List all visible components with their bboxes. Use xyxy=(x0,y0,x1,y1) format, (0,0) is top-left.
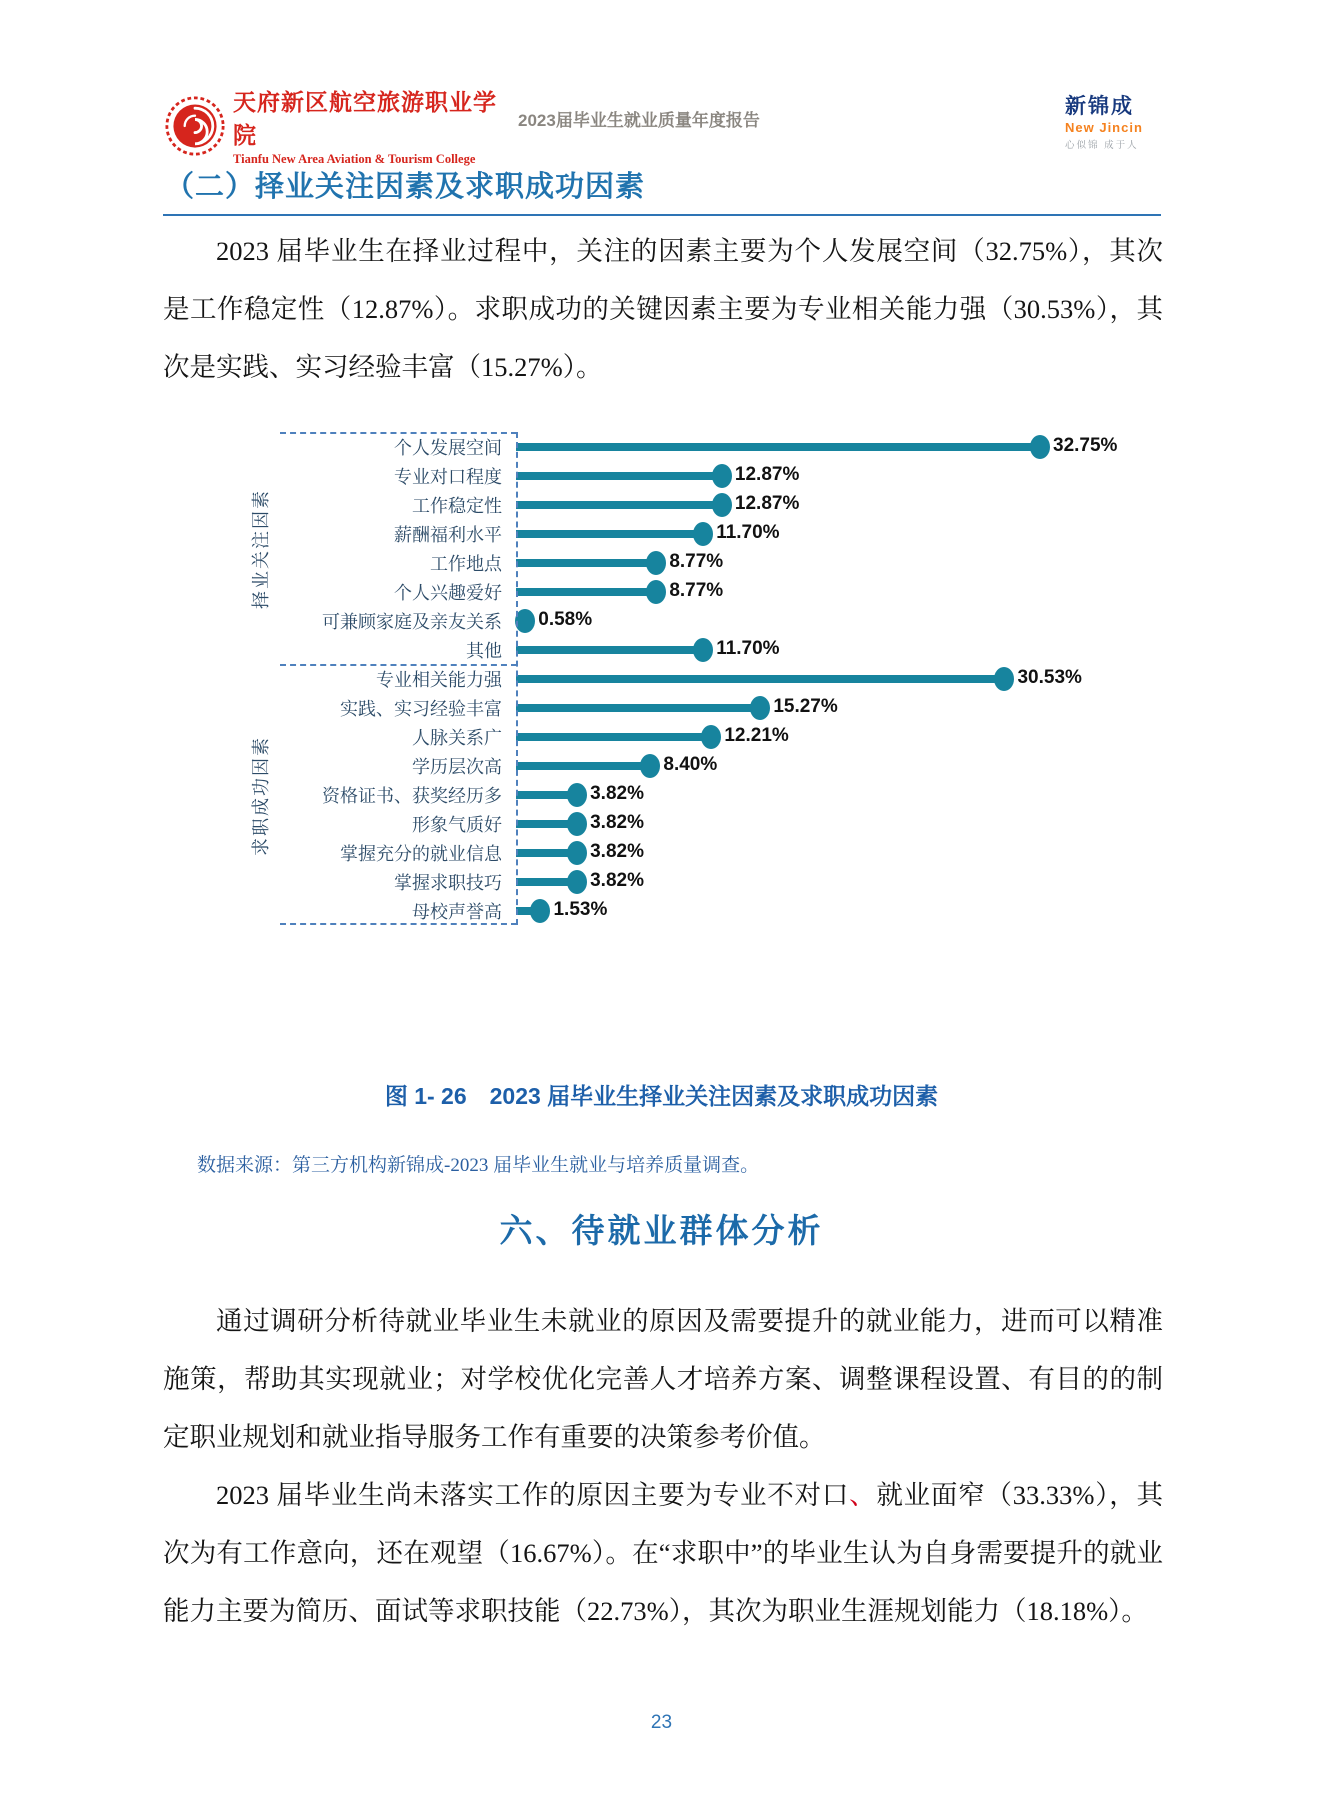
chart-frame-bottom-dashed-line xyxy=(280,923,517,925)
chart-bar xyxy=(516,809,1260,838)
chart-row xyxy=(250,490,1260,519)
factors-lollipop-chart xyxy=(250,432,1260,926)
chart-value-label: 12.87% xyxy=(734,464,800,485)
chart-row xyxy=(250,693,1260,722)
bar-dot xyxy=(640,754,660,778)
chart-bar xyxy=(516,548,1260,577)
chart-bar xyxy=(516,780,1260,809)
bar-dot xyxy=(1030,435,1050,459)
bar-line xyxy=(516,646,703,654)
chart-row xyxy=(250,722,1260,751)
section-divider xyxy=(163,214,1161,216)
chart-category-label: 工作地点 xyxy=(430,553,502,574)
brand-slogan: 心似锦 成于人 xyxy=(1065,140,1139,151)
college-emblem-icon xyxy=(165,96,225,156)
chart-row xyxy=(250,867,1260,896)
chart-category-label: 专业相关能力强 xyxy=(376,669,502,690)
chart-value-label: 3.82% xyxy=(590,841,644,862)
chart-category-label: 专业对口程度 xyxy=(394,466,502,487)
bar-dot xyxy=(530,899,550,923)
chart-bar xyxy=(516,722,1260,751)
bar-dot xyxy=(712,464,732,488)
chart-category-label: 工作稳定性 xyxy=(412,495,502,516)
bar-line xyxy=(516,530,703,538)
college-names xyxy=(233,84,510,167)
chart-value-label: 11.70% xyxy=(716,638,780,659)
chart-category-label: 个人发展空间 xyxy=(394,437,502,458)
bar-dot xyxy=(515,609,535,633)
section-title: （二）择业关注因素及求职成功因素 xyxy=(165,171,646,203)
paragraph-1: 2023 届毕业生在择业过程中，关注的因素主要为个人发展空间（32.75%），其次是工作稳定性（12.87%）。求职成功的关键因素主要为专业相关能力强（30.53%），其次是实践、实习经验丰富（15.27%）。 xyxy=(163,236,1163,382)
brand-logo-block xyxy=(1065,90,1185,151)
chart-row xyxy=(250,461,1260,490)
bar-dot xyxy=(750,696,770,720)
chart-value-label: 32.75% xyxy=(1053,435,1118,456)
chart-value-label: 12.87% xyxy=(734,493,800,514)
report-title: 2023届毕业生就业质量年度报告 xyxy=(518,111,760,130)
chart-bar xyxy=(516,664,1260,693)
chart-axis-dashed-line xyxy=(516,432,518,925)
paragraph-3-red-mark: 、 xyxy=(849,1480,877,1510)
chart-bar xyxy=(516,838,1260,867)
chart-value-label: 3.82% xyxy=(590,783,644,804)
chart-row xyxy=(250,896,1260,925)
chart-bar xyxy=(516,635,1260,664)
brand-name-en: New Jincin xyxy=(1065,120,1143,135)
college-name-zh: 天府新区航空旅游职业学院 xyxy=(233,90,497,148)
chart-row xyxy=(250,519,1260,548)
bar-line xyxy=(516,588,656,596)
page-header xyxy=(165,84,1185,167)
paragraph-2: 通过调研分析待就业毕业生未就业的原因及需要提升的就业能力，进而可以精准施策，帮助其实现就业；对学校优化完善人才培养方案、调整课程设置、有目的的制定职业规划和就业指导服务工作有重要的决策参考价值。 xyxy=(163,1306,1163,1452)
chart-category-label: 学历层次高 xyxy=(412,756,502,777)
chart-category-label: 掌握求职技巧 xyxy=(394,872,502,893)
college-name-en: Tianfu New Area Aviation & Tourism College xyxy=(233,152,476,166)
chart-row xyxy=(250,432,1260,461)
chart-rows xyxy=(250,432,1260,925)
chart-bar xyxy=(516,693,1260,722)
chart-value-label: 11.70% xyxy=(716,522,780,543)
brand-name-zh: 新锦成 xyxy=(1065,95,1134,118)
bar-dot xyxy=(712,493,732,517)
bar-line xyxy=(516,762,650,770)
chart-category-label: 形象气质好 xyxy=(412,814,502,835)
chart-row xyxy=(250,780,1260,809)
chart-value-label: 30.53% xyxy=(1017,667,1082,688)
chart-row xyxy=(250,548,1260,577)
chart-category-label: 个人兴趣爱好 xyxy=(394,582,502,603)
bar-dot xyxy=(567,870,587,894)
chart-row xyxy=(250,606,1260,635)
bar-dot xyxy=(693,522,713,546)
bar-dot xyxy=(567,841,587,865)
figure-caption: 图 1- 26 2023 届毕业生择业关注因素及求职成功因素 xyxy=(384,1083,939,1109)
chart-frame-top-dashed-line xyxy=(280,432,517,434)
bar-line xyxy=(516,704,760,712)
chart-category-label: 可兼顾家庭及亲友关系 xyxy=(322,611,502,632)
chart-value-label: 8.77% xyxy=(669,580,724,601)
bar-line xyxy=(516,443,1040,451)
bar-line xyxy=(516,559,656,567)
figure-source: 数据来源：第三方机构新锦成-2023 届毕业生就业与培养质量调查。 xyxy=(197,1155,760,1176)
chart-bar xyxy=(516,606,1260,635)
chart-row xyxy=(250,809,1260,838)
chart-category-label: 其他 xyxy=(466,640,502,661)
chart-category-label: 掌握充分的就业信息 xyxy=(340,843,502,864)
chart-value-label: 8.40% xyxy=(663,754,718,775)
bar-line xyxy=(516,472,722,480)
chart-group-label: 择业关注因素 xyxy=(251,489,271,609)
chart-value-label: 15.27% xyxy=(773,696,838,717)
chart-value-label: 12.21% xyxy=(724,725,789,746)
paragraph-3 xyxy=(163,1466,1163,1640)
bar-line xyxy=(516,675,1004,683)
chart-bar xyxy=(516,577,1260,606)
bar-line xyxy=(516,733,711,741)
chart-category-label: 资格证书、获奖经历多 xyxy=(322,785,502,806)
chart-bar xyxy=(516,461,1260,490)
chart-row xyxy=(250,635,1260,664)
chart-value-label: 8.77% xyxy=(669,551,724,572)
chart-bar xyxy=(516,432,1260,461)
chart-group-label: 求职成功因素 xyxy=(251,735,271,856)
college-logo-block xyxy=(165,84,510,167)
chart-bar xyxy=(516,490,1260,519)
bar-dot xyxy=(994,667,1014,691)
chart-row xyxy=(250,577,1260,606)
bar-dot xyxy=(701,725,721,749)
chart-category-label: 薪酬福利水平 xyxy=(394,524,502,545)
section-6-title: 六、待就业群体分析 xyxy=(499,1212,824,1249)
chart-value-label: 3.82% xyxy=(590,870,644,891)
paragraph-3-text-before: 2023 届毕业生尚未落实工作的原因主要为专业不对口 xyxy=(216,1480,850,1510)
page-number: 23 xyxy=(650,1712,673,1733)
chart-category-label: 实践、实习经验丰富 xyxy=(340,698,502,719)
bar-dot xyxy=(693,638,713,662)
chart-row xyxy=(250,838,1260,867)
chart-bar xyxy=(516,751,1260,780)
chart-category-label: 母校声誉高 xyxy=(412,901,502,922)
chart-row xyxy=(250,664,1260,693)
chart-bar xyxy=(516,896,1260,925)
paragraph-3-text-after: 就业面窄（33.33%），其次为有工作意向，还在观望（16.67%）。在“求职中”的毕业生认为自身需要提升的就业能力主要为简历、面试等求职技能（22.73%），其次为职业生涯规划能力（18.18%）。 xyxy=(163,1480,1164,1626)
chart-value-label: 0.58% xyxy=(538,609,593,630)
bar-dot xyxy=(646,580,666,604)
bar-line xyxy=(516,501,722,509)
bar-dot xyxy=(567,783,587,807)
chart-category-label: 人脉关系广 xyxy=(412,727,502,748)
chart-group-separator-dashed-line xyxy=(280,664,517,666)
chart-value-label: 1.53% xyxy=(553,899,608,920)
chart-value-label: 3.82% xyxy=(590,812,644,833)
bar-dot xyxy=(646,551,666,575)
chart-bar xyxy=(516,519,1260,548)
chart-row xyxy=(250,751,1260,780)
chart-bar xyxy=(516,867,1260,896)
section-6-body xyxy=(163,1292,1163,1640)
bar-dot xyxy=(567,812,587,836)
